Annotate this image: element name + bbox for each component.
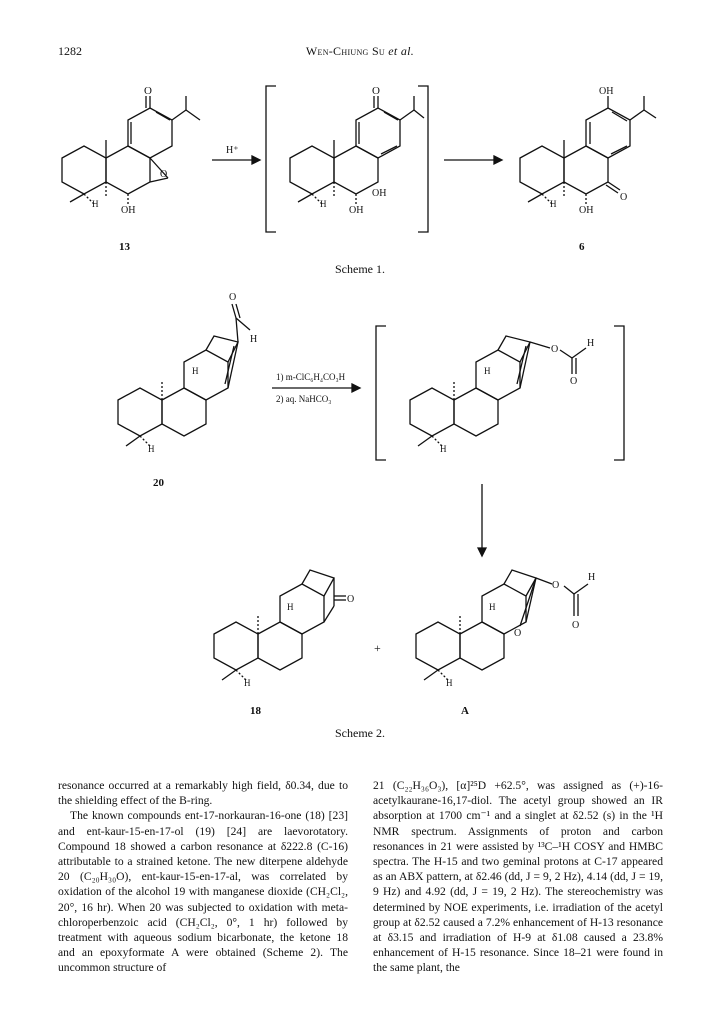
label-a-o-ester: O — [552, 580, 560, 591]
body-paragraph: The known compounds ent-17-norkauran-16-one (18) [23] and ent-kaur-15-en-17-ol (19) [24] are laevorotatory. Compound 18 showed a carbon resonance at δ222.8 (C-16) attributable to a strained ketone. The new diterpene aldehyde 20 (C₂₀H₃₀O), ent-kaur-15-en-17-al, was correlated by oxidation of the alcohol 19 with manganese dioxide (CH₂Cl₂, 20°, 16 hr). When 20 was subjected to oxidation with meta-chloroperbenzoic acid (CH₂Cl₂, 0°, 1 hr) followed by treatment with aqueous sodium bicarbonate, the ketone 18 and an epoxyformate A were obtained (Scheme 2). The uncommon structure of — [58, 809, 348, 975]
compound-label-13: 13 — [119, 241, 130, 253]
running-head-authors: Wen-Chiung Su — [305, 44, 385, 58]
label-13-oh: OH — [121, 205, 136, 216]
label-int-h: H — [320, 199, 327, 209]
scheme-1-caption: Scheme 1. — [335, 262, 385, 276]
body-right-column — [373, 778, 663, 976]
body-paragraph: resonance occurred at a remarkably high field, δ0.34, due to the shielding effect of the B-ring. — [58, 779, 348, 808]
label-int2-o-carbonyl: O — [570, 376, 578, 387]
label-18-h-ring: H — [287, 602, 294, 612]
label-6-oh: OH — [599, 86, 614, 97]
label-a-h-5: H — [446, 678, 453, 688]
compound-label-20: 20 — [153, 477, 164, 489]
label-20-o: O — [229, 292, 237, 303]
page-number: 1282 — [58, 44, 82, 58]
reagent-1: 1) m-ClC₆H₄CO₃H — [276, 372, 346, 382]
body-paragraph: 21 (C₂₂H₃₆O₃), [α]²⁵D +62.5°, was assigned as (+)-16-acetylkaurane-16,17-diol. The acetyl group showed an IR absorption at 1700 cm⁻¹ and a singlet at δ2.52 (s) in the ¹H NMR spectrum. Assignments of proton and carbon resonances in 21 were assisted by ¹³C–¹H COSY and HMBC spectra. The H-15 and two geminal protons at C-17 appeared as an ABX pattern, at δ2.46 (dd, J = 9, 2 Hz), 4.14 (dd, J = 19, 9 Hz) and 4.92 (dd, J = 19, 2 Hz). The stereochemistry was determined by NOE experiments, i.e. irradiation of the acetyl group at δ2.52 caused a 7.2% enhancement of H-13 resonance at δ3.15 and irradiation of H-9 at δ1.08 caused a 23.8% enhancement of H-15 resonance. Since 18–21 were found in the same plant, the — [373, 779, 663, 975]
label-6-ketone-o: O — [620, 192, 628, 203]
label-int2-h-formyl: H — [587, 338, 595, 349]
label-6-oh-6: OH — [579, 205, 594, 216]
label-18-h-5: H — [244, 678, 251, 688]
compound-label-a: A — [461, 705, 469, 717]
label-13-epoxy-o: O — [160, 169, 168, 180]
label-a-o-carbonyl: O — [572, 620, 580, 631]
label-13-h: H — [92, 199, 99, 209]
scheme-2-caption: Scheme 2. — [335, 726, 385, 740]
reagent-2: 2) aq. NaHCO₃ — [276, 394, 332, 404]
label-20-h-ring: H — [192, 366, 199, 376]
compound-label-18: 18 — [250, 705, 261, 717]
label-int-oxo: O — [372, 85, 380, 97]
label-int2-o: O — [551, 344, 559, 355]
body-left-column — [58, 778, 348, 976]
label-13-oxo: O — [144, 85, 152, 97]
label-int2-h-5: H — [440, 444, 447, 454]
label-20-h-ald: H — [250, 334, 258, 345]
label-a-h-formyl: H — [588, 572, 596, 583]
label-6-h: H — [550, 199, 557, 209]
label-int-oh: OH — [349, 205, 364, 216]
label-a-o-epoxide: O — [514, 628, 522, 639]
reagent-h-plus: H⁺ — [226, 145, 239, 156]
label-20-h-5: H — [148, 444, 155, 454]
running-head-etal: et al. — [385, 44, 415, 58]
label-a-h-ring: H — [489, 602, 496, 612]
label-18-o: O — [347, 594, 355, 605]
compound-label-6: 6 — [579, 241, 585, 253]
label-int-oh-7: OH — [372, 188, 387, 199]
plus-sign: + — [374, 641, 381, 655]
label-int2-h-ring: H — [484, 366, 491, 376]
